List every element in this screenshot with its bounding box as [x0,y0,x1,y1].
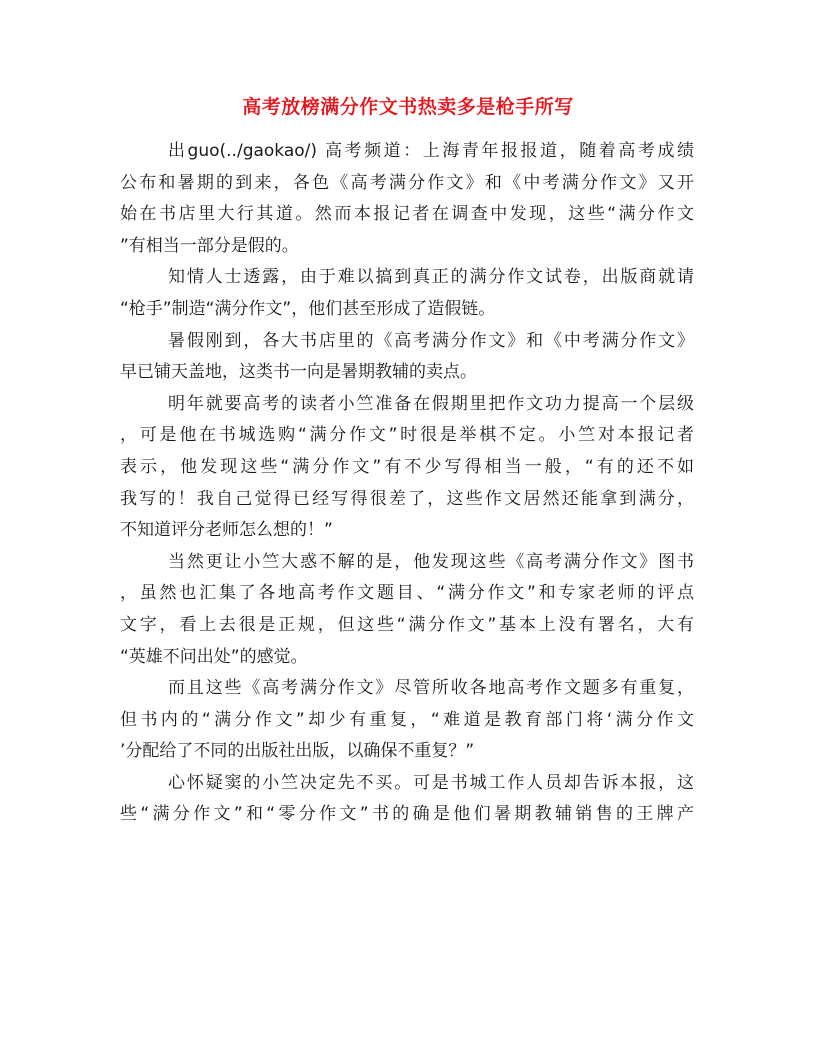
text-line: 公布和暑期的到来，各色《高考满分作文》和《中考满分作文》又开 [120,172,694,193]
text-line: 明年就要高考的读者小竺准备在假期里把作文功力提高一个层级 [168,393,694,414]
text-line: 暑假刚到，各大书店里的《高考满分作文》和《中考满分作文》 [168,330,694,351]
text-line: 文字，看上去很是正规，但这些“满分作文”基本上没有署名，大有 [120,614,694,635]
text-line: “枪手”制造“满分作文”，他们甚至形成了造假链。 [120,298,496,319]
text-line: 心怀疑窦的小竺决定先不买。可是书城工作人员却告诉本报，这 [168,772,694,793]
article-title: 高考放榜满分作文书热卖多是枪手所写 [242,96,574,118]
paragraph-5 [120,547,694,673]
paragraph-2 [120,262,694,325]
text-line: 但书内的“满分作文”却少有重复，“难道是教育部门将‘满分作文 [120,709,694,730]
article-body [120,136,694,831]
text-line: “英雄不问出处”的感觉。 [120,646,308,667]
text-line: ，可是他在书城选购“满分作文”时很是举棋不定。小竺对本报记者 [120,425,694,446]
paragraph-1 [120,136,694,262]
text-line: 当然更让小竺大惑不解的是，他发现这些《高考满分作文》图书 [168,551,694,572]
text-line: 始在书店里大行其道。然而本报记者在调查中发现，这些“满分作文 [120,204,694,225]
paragraph-6 [120,673,694,768]
text-line: 出guo(../gaokao/) 高考频道：上海青年报报道，随着高考成绩 [168,141,694,161]
text-line: 而且这些《高考满分作文》尽管所收各地高考作文题多有重复， [168,678,694,699]
paragraph-4 [120,389,694,547]
text-line: 表示，他发现这些“满分作文”有不少写得相当一般，“有的还不如 [120,456,694,477]
paragraph-7 [120,768,694,831]
text-line: ”有相当一部分是假的。 [120,235,299,256]
text-line: 知情人士透露，由于难以搞到真正的满分作文试卷，出版商就请 [168,267,694,288]
text-line: ，虽然也汇集了各地高考作文题目、“满分作文”和专家老师的评点 [120,583,694,604]
text-line: 我写的！我自己觉得已经写得很差了，这些作文居然还能拿到满分， [120,488,694,509]
text-line: 不知道评分老师怎么想的！” [120,520,333,541]
text-line: 早已铺天盖地，这类书一向是暑期教辅的卖点。 [120,362,477,383]
paragraph-3 [120,326,694,389]
text-line: 些“满分作文”和“零分作文”书的确是他们暑期教辅销售的王牌产 [120,804,694,825]
text-line: ’分配给了不同的出版社出版，以确保不重复？” [120,741,475,762]
